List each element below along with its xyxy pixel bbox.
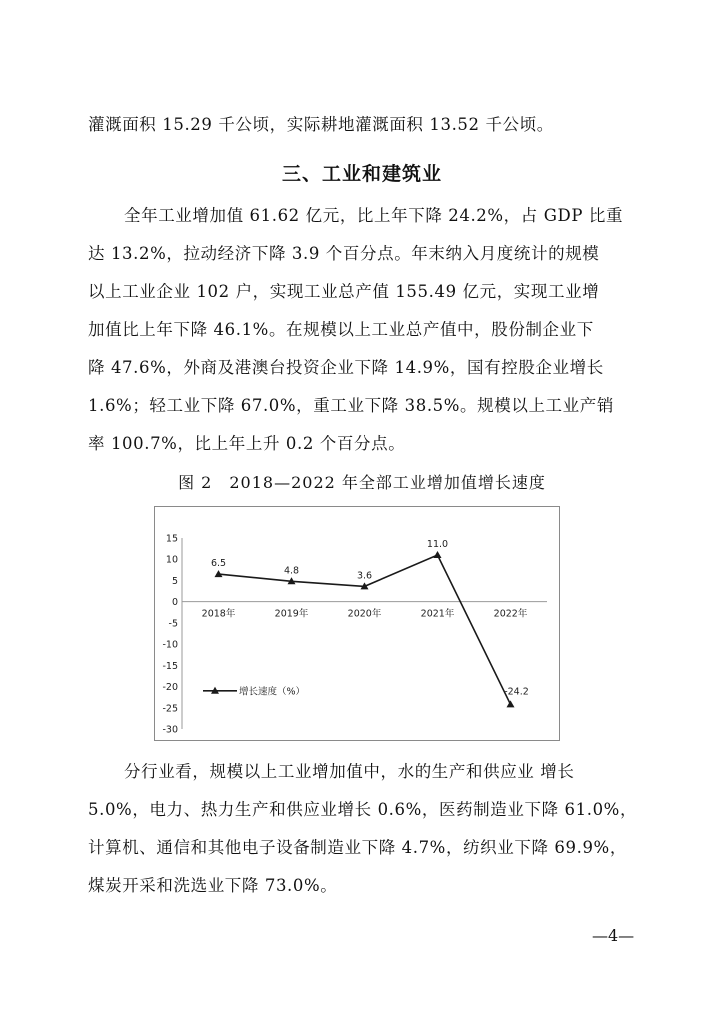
- data-point-marker: [507, 700, 515, 707]
- x-tick-label: 2022年: [493, 608, 528, 620]
- y-tick-label: -25: [162, 703, 178, 715]
- y-tick-label: 15: [165, 533, 178, 545]
- y-tick-label: -30: [162, 724, 178, 736]
- growth-line-chart: [155, 507, 559, 740]
- y-tick-label: 0: [171, 597, 178, 609]
- y-tick-label: -15: [162, 660, 178, 672]
- paragraph-1-line: 加值比上年下降 46.1%。在规模以上工业总产值中，股份制企业下: [88, 320, 594, 339]
- chart-frame: [154, 506, 560, 741]
- y-tick-label: -10: [162, 639, 178, 651]
- paragraph-1-line: 以上工业企业 102 户，实现工业总产值 155.49 亿元，实现工业增: [88, 282, 600, 301]
- paragraph-1-line: 全年工业增加值 61.62 亿元，比上年下降 24.2%，占 GDP 比重: [124, 206, 624, 225]
- data-label: 3.6: [356, 570, 373, 582]
- paragraph-1-line: 1.6%；轻工业下降 67.0%，重工业下降 38.5%。规模以上工业产销: [88, 396, 614, 415]
- section-heading: 三、工业和建筑业: [281, 163, 442, 185]
- figure-title: 图 2 2018—2022 年全部工业增加值增长速度: [178, 473, 546, 492]
- page-number: —4—: [592, 926, 635, 945]
- paragraph-2-line: 计算机、通信和其他电子设备制造业下降 4.7%，纺织业下降 69.9%，: [88, 838, 627, 857]
- paragraph-2-line: 煤炭开采和洗选业下降 73.0%。: [88, 876, 338, 895]
- y-tick-label: 5: [171, 575, 178, 587]
- paragraph-2-line: 5.0%，电力、热力生产和供应业增长 0.6%，医药制造业下降 61.0%，: [88, 800, 638, 819]
- y-tick-label: -5: [168, 618, 178, 630]
- paragraph-1-line: 达 13.2%，拉动经济下降 3.9 个百分点。年末纳入月度统计的规模: [88, 244, 600, 263]
- y-tick-label: -20: [162, 682, 178, 694]
- x-tick-label: 2019年: [274, 608, 309, 620]
- data-label: 4.8: [283, 565, 300, 577]
- x-tick-label: 2021年: [420, 608, 455, 620]
- paragraph-2-line: 分行业看，规模以上工业增加值中，水的生产和供应业 增长: [124, 762, 575, 781]
- x-tick-label: 2020年: [347, 608, 382, 620]
- data-label: -24.2: [504, 686, 529, 698]
- data-label: 11.0: [426, 538, 449, 550]
- x-tick-label: 2018年: [201, 608, 236, 620]
- data-point-marker: [434, 551, 442, 558]
- body-line-top: 灌溉面积 15.29 千公顷，实际耕地灌溉面积 13.52 千公顷。: [88, 115, 554, 134]
- paragraph-1-line: 降 47.6%，外商及港澳台投资企业下降 14.9%，国有控股企业增长: [88, 358, 604, 377]
- legend-label: 增长速度（%）: [239, 686, 306, 698]
- y-tick-label: 10: [165, 554, 178, 566]
- data-label: 6.5: [210, 558, 227, 570]
- paragraph-1-line: 率 100.7%，比上年上升 0.2 个百分点。: [88, 434, 406, 453]
